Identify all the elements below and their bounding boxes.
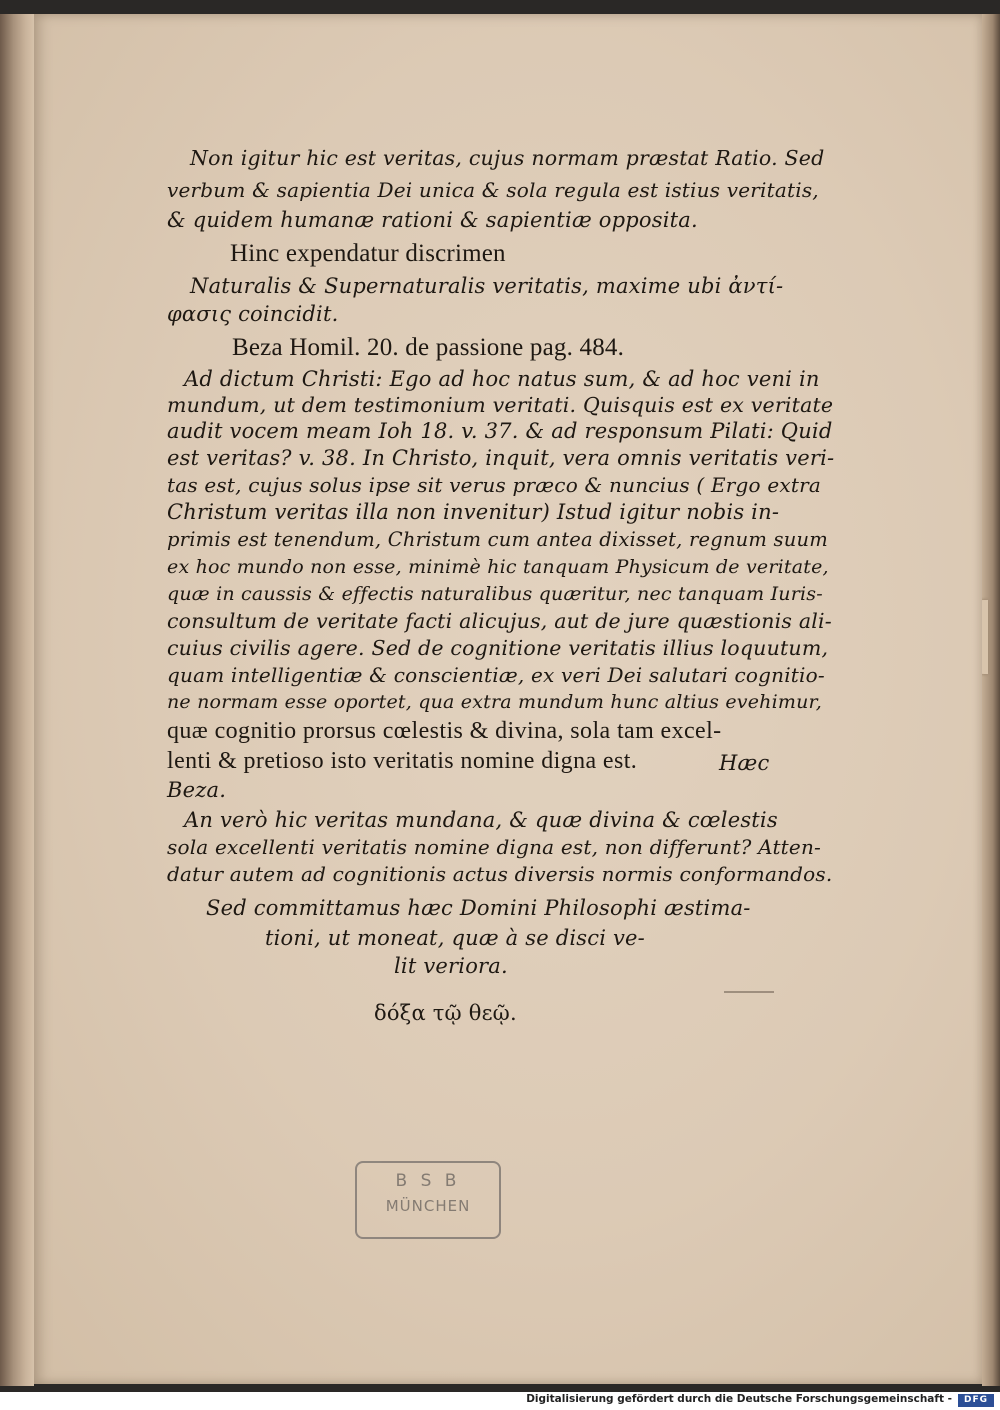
text-line-2: verbum & sapientia Dei unica & sola regula est istius veritatis,: [167, 178, 819, 202]
right-page-edge: [982, 14, 1000, 1386]
text-line-21: quæ cognitio prorsus cœlestis & divina, sola tam excel-: [167, 718, 722, 744]
dfg-logo: DFG: [958, 1394, 994, 1407]
section-heading: Hinc expendatur discrimen: [230, 240, 506, 267]
text-line-9: mundum, ut dem testimonium veritati. Quisquis est ex veritate: [167, 393, 834, 417]
text-line-26: sola excellenti veritatis nomine digna est, non differunt? Atten-: [167, 835, 821, 859]
text-line-30: lit veriora.: [394, 954, 508, 978]
text-line-16: quæ in caussis & effectis naturalibus quæritur, nec tanquam Iuris-: [167, 583, 823, 605]
text-line-29: tioni, ut moneat, quæ à se disci ve-: [265, 926, 645, 950]
left-page-edge: [0, 14, 34, 1386]
text-line-13: Christum veritas illa non invenitur) Istud igitur nobis in-: [167, 500, 780, 524]
ink-smudge: [724, 991, 774, 993]
text-line-17: consultum de veritate facti alicujus, aut de jure quæstionis ali-: [167, 609, 832, 633]
citation-heading: Beza Homil. 20. de passione pag. 484.: [232, 334, 625, 361]
text-line-11: est veritas? v. 38. In Christo, inquit, vera omnis veritatis veri-: [167, 446, 835, 470]
library-stamp: [355, 1161, 501, 1239]
text-line-6: φασις coincidit.: [167, 302, 339, 326]
text-line-5: Naturalis & Supernaturalis veritatis, maxime ubi ἀντί-: [190, 274, 784, 298]
text-line-15: ex hoc mundo non esse, minimè hic tanquam Physicum de veritate,: [167, 556, 829, 578]
footer-credit: Digitalisierung gefördert durch die Deutsche Forschungsgemeinschaft -: [526, 1393, 952, 1405]
text-line-25: An verò hic veritas mundana, & quæ divina & cœlestis: [184, 808, 778, 832]
book-page: [34, 14, 982, 1384]
text-line-3: & quidem humanæ rationi & sapientiæ opposita.: [167, 208, 698, 232]
text-line-18: cuius civilis agere. Sed de cognitione veritatis illius loquutum,: [167, 636, 829, 660]
text-line-31: δόξα τῷ θεῷ.: [374, 1001, 517, 1025]
text-line-24: Beza.: [167, 778, 227, 802]
text-line-27: datur autem ad cognitionis actus diversis normis conformandos.: [167, 862, 833, 886]
text-line-22: lenti & pretioso isto veritatis nomine digna est.: [167, 748, 638, 774]
text-line-1: Non igitur hic est veritas, cujus normam præstat Ratio. Sed: [190, 146, 825, 170]
text-line-23: Hæc: [719, 751, 770, 775]
text-line-28: Sed committamus hæc Domini Philosophi æstima-: [206, 896, 751, 920]
text-line-10: audit vocem meam Ioh 18. v. 37. & ad responsum Pilati: Quid: [167, 419, 833, 443]
text-line-12: tas est, cujus solus ipse sit verus præco & nuncius ( Ergo extra: [167, 473, 821, 497]
text-line-14: primis est tenendum, Christum cum antea dixisset, regnum suum: [167, 528, 828, 551]
stamp-line-2: MÜNCHEN: [385, 1197, 471, 1215]
text-line-8: Ad dictum Christi: Ego ad hoc natus sum, & ad hoc veni in: [184, 367, 820, 391]
text-line-19: quam intelligentiæ & conscientiæ, ex veri Dei salutari cognitio-: [167, 663, 825, 687]
stamp-line-1: B S B: [395, 1171, 461, 1191]
text-line-20: ne normam esse oportet, qua extra mundum hunc altius evehimur,: [167, 691, 822, 713]
footer-bar: [0, 1392, 1000, 1410]
